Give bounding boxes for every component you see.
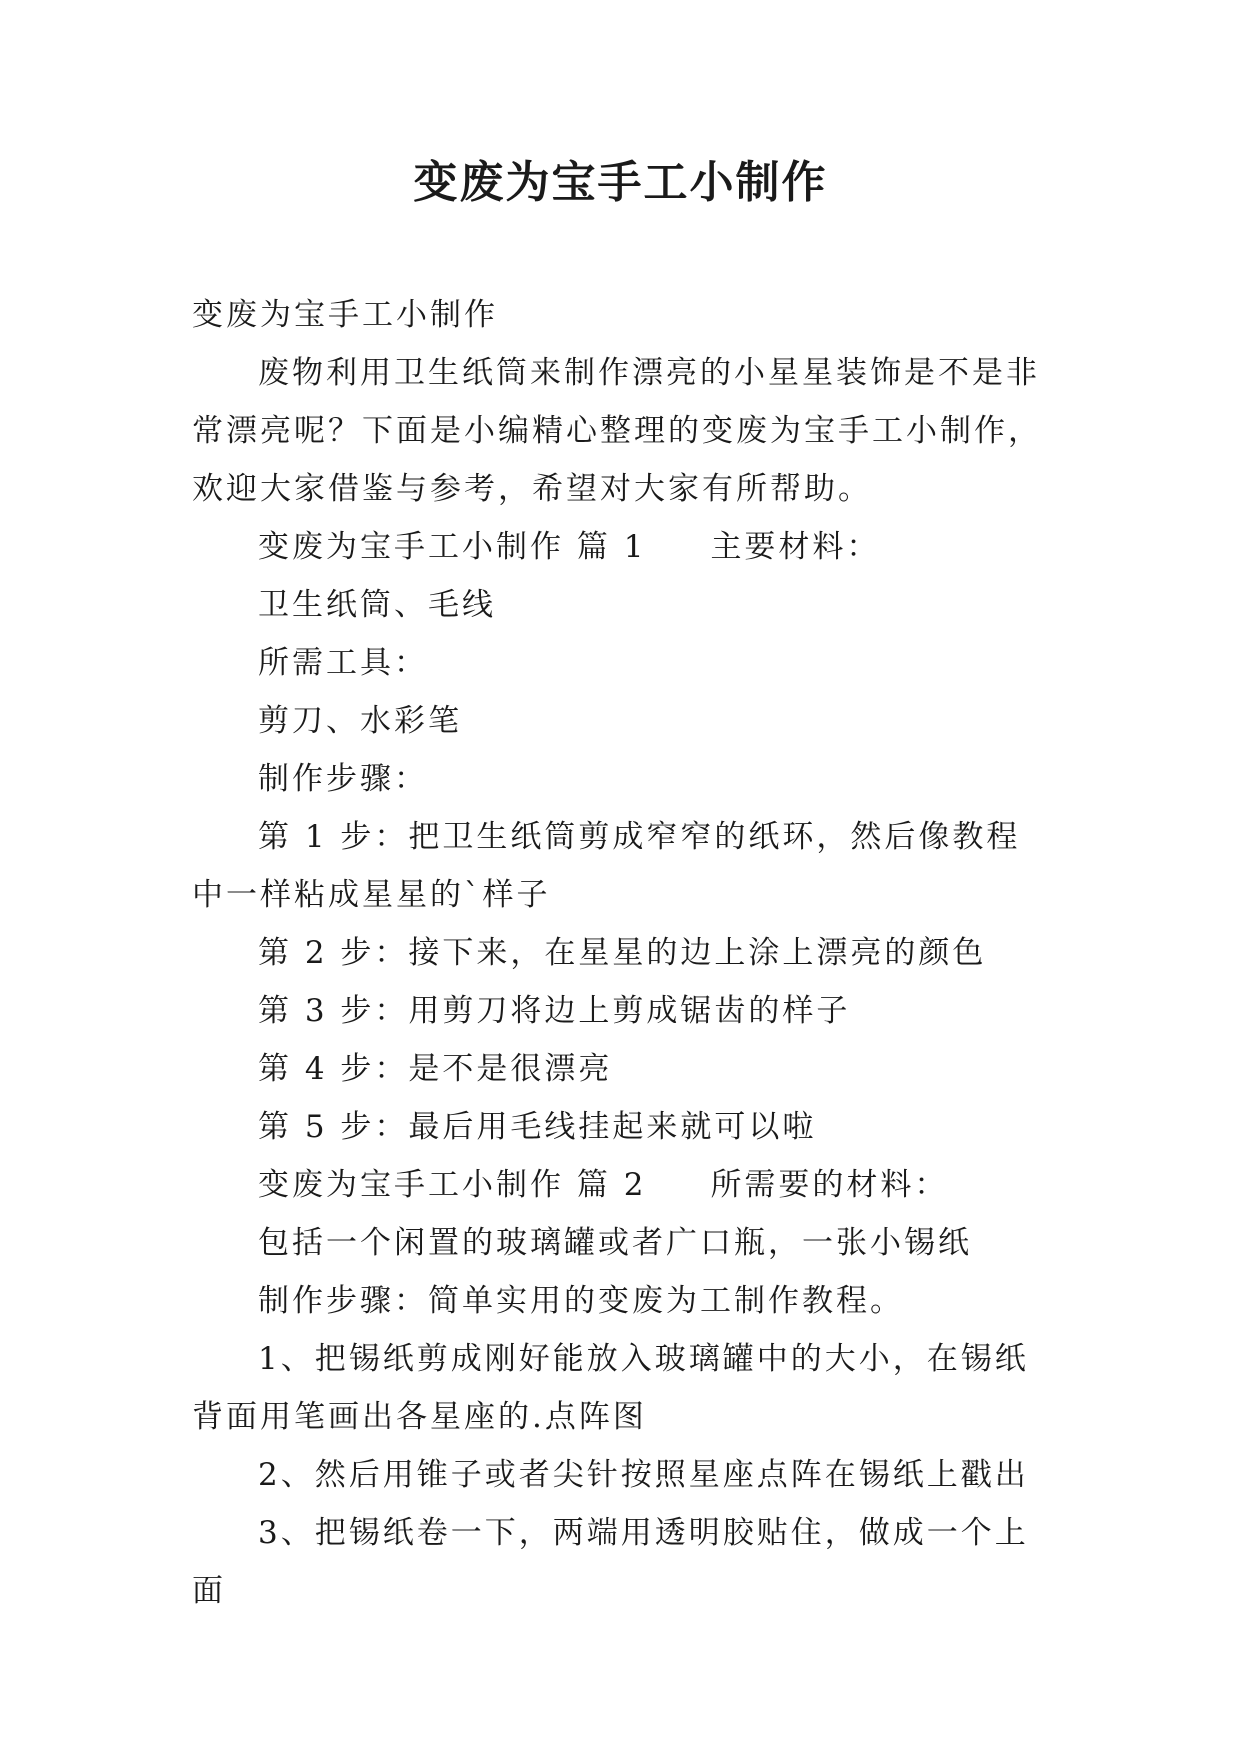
- document-body: [192, 286, 1052, 1620]
- paragraph-section-2-step-3: 3、把锡纸卷一下，两端用透明胶贴住，做成一个上面: [192, 1515, 1029, 1609]
- section-2-heading-line: [192, 1156, 1052, 1214]
- section-1-heading: 变废为宝手工小制作 篇 1: [258, 529, 647, 565]
- paragraph-section-2-materials: 包括一个闲置的玻璃罐或者广口瓶，一张小锡纸: [258, 1225, 972, 1261]
- paragraph-subtitle: 变废为宝手工小制作: [192, 297, 498, 333]
- paragraph-step-4: 第 4 步：是不是很漂亮: [258, 1051, 613, 1087]
- paragraph-steps-label: 制作步骤：: [258, 761, 428, 797]
- paragraph-step-3: 第 3 步：用剪刀将边上剪成锯齿的样子: [258, 993, 851, 1029]
- document-title: 变废为宝手工小制作: [413, 157, 828, 208]
- paragraph-intro: 废物利用卫生纸筒来制作漂亮的小星星装饰是不是非常漂亮呢？下面是小编精心整理的变废为宝手工小制作，欢迎大家借鉴与参考，希望对大家有所帮助。: [192, 355, 1042, 507]
- paragraph-section-2-steps: 制作步骤：简单实用的变废为工制作教程。: [258, 1283, 904, 1319]
- section-2-heading: 变废为宝手工小制作 篇 2: [258, 1167, 647, 1203]
- paragraph-section-2-step-1: 1、把锡纸剪成刚好能放入玻璃罐中的大小，在锡纸背面用笔画出各星座的.点阵图: [192, 1341, 1029, 1435]
- paragraph-tools-label: 所需工具：: [258, 645, 428, 681]
- section-1-label: 主要材料：: [710, 529, 881, 565]
- paragraph-tools: 剪刀、水彩笔: [258, 703, 462, 739]
- section-2-label: 所需要的材料：: [710, 1167, 949, 1203]
- paragraph-step-5: 第 5 步：最后用毛线挂起来就可以啦: [258, 1109, 817, 1145]
- paragraph-materials: 卫生纸筒、毛线: [258, 587, 496, 623]
- paragraph-step-1: 第 1 步：把卫生纸筒剪成窄窄的纸环，然后像教程中一样粘成星星的`样子: [192, 819, 1021, 913]
- paragraph-section-2-step-2: 2、然后用锥子或者尖针按照星座点阵在锡纸上戳出: [258, 1457, 1029, 1493]
- section-1-heading-line: [192, 518, 1052, 576]
- paragraph-step-2: 第 2 步：接下来，在星星的边上涂上漂亮的颜色: [258, 935, 987, 971]
